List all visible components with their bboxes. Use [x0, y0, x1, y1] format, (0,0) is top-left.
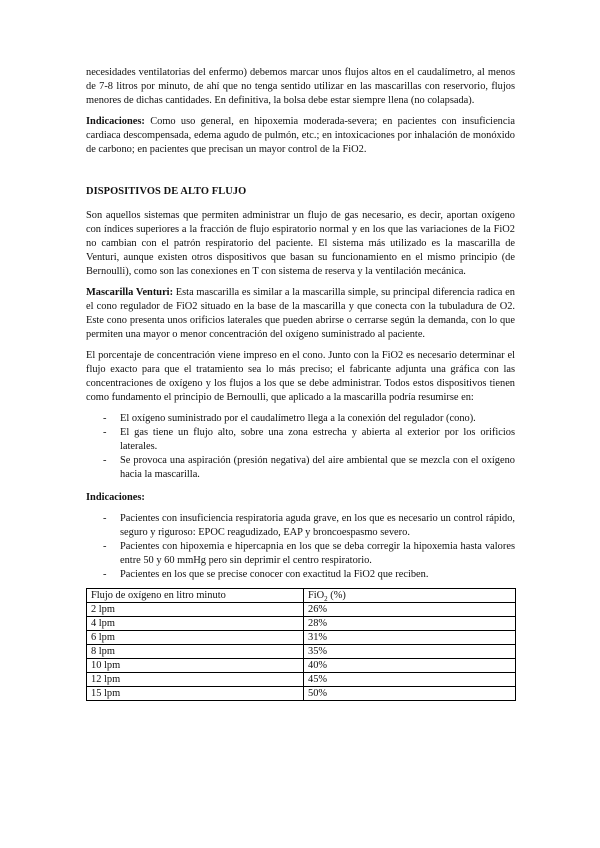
concentration-paragraph: El porcentaje de concentración viene impreso en el cono. Junto con la FiO2 es necesario determinar el flujo exacto para que el tratamiento sea lo más preciso; el fabricante adjunta una gráfica con las concentraciones de oxígeno y los flujos a los que se debe administrar. Todos estos dispositivos tienen como fundamento el principio de Bernoulli, que aplicado a la mascarilla podría resumirse en: — [86, 350, 515, 403]
table-row — [87, 617, 516, 631]
fio2-cell: 50% — [304, 687, 516, 701]
flow-cell: 4 lpm — [87, 617, 304, 631]
flow-cell: 12 lpm — [87, 673, 304, 687]
fio2-cell: 45% — [304, 673, 516, 687]
section-heading: DISPOSITIVOS DE ALTO FLUJO — [86, 186, 247, 197]
high-flow-definition-paragraph: Son aquellos sistemas que permiten administrar un flujo de gas necesario, es decir, aportan oxígeno con índices superiores a la fracción de flujo espiratorio normal y en los que las variaciones de la FiO2 no cambian con el patrón respiratorio del paciente. El sistema más utilizado es la mascarilla de Venturi, aunque existen otros dispositivos que basan su funcionamiento en el mismo principio (de Bernoulli), como son las conexiones en T con sistema de reserva y la ventilación mecánica. — [86, 210, 515, 277]
table-row — [87, 645, 516, 659]
flow-cell: 15 lpm — [87, 687, 304, 701]
dash-bullet: - — [103, 427, 107, 438]
table-row — [87, 673, 516, 687]
dash-bullet: - — [103, 413, 107, 424]
indications-list — [86, 512, 515, 582]
fio2-cell: 40% — [304, 659, 516, 673]
fio2-cell: 26% — [304, 603, 516, 617]
flow-cell: 10 lpm — [87, 659, 304, 673]
list-item: - Pacientes con insuficiencia respiratoria aguda grave, en los que es necesario un control rápido, seguro y riguroso: EPOC reagudizado, EAP y broncoespasmo severo. — [103, 513, 515, 538]
indications-heading: Indicaciones: — [86, 492, 145, 503]
indications-text: Como uso general, en hipoxemia moderada-severa; en pacientes con insuficiencia cardiaca descompensada, edema agudo de pulmón, etc.; en intoxicaciones por inhalación de monóxido de carbono; en pacientes que precisan un mayor control de la FiO2. — [86, 116, 515, 155]
flow-column-header: Flujo de oxígeno en litro minuto — [87, 589, 304, 603]
table-header-row — [87, 589, 516, 603]
intro-paragraph: necesidades ventilatorias del enfermo) debemos marcar unos flujos altos en el caudalímetro, al menos de 7-8 litros por minuto, de ahí que no tenga sentido utilizar en las mascarillas con reservorio, flujos menores de dichas cantidades. En definitiva, la bolsa debe estar siempre llena (no colapsada). — [86, 67, 515, 106]
bernoulli-list — [86, 412, 515, 482]
table-row — [87, 603, 516, 617]
list-item: - El oxígeno suministrado por el caudalímetro llega a la conexión del regulador (cono). — [103, 413, 476, 424]
dash-bullet: - — [103, 569, 107, 580]
indications-label: Indicaciones: — [86, 116, 145, 127]
fio2-cell: 35% — [304, 645, 516, 659]
table-row — [87, 631, 516, 645]
flow-cell: 2 lpm — [87, 603, 304, 617]
list-item: - El gas tiene un flujo alto, sobre una zona estrecha y abierta al exterior por los orificios laterales. — [103, 427, 515, 452]
fio2-cell: 31% — [304, 631, 516, 645]
fio2-column-header: FiO$_2$ (%) — [304, 589, 516, 603]
list-item: - Pacientes con hipoxemia e hipercapnia en los que se deba corregir la hipoxemia hasta valores entre 50 y 60 mmHg pero sin deprimir el centro respiratorio. — [103, 541, 515, 566]
dash-bullet: - — [103, 541, 107, 552]
intro-indications-paragraph — [86, 115, 515, 157]
table-row — [87, 687, 516, 701]
venturi-label: Mascarilla Venturi: — [86, 287, 174, 298]
list-item: - Pacientes en los que se precise conocer con exactitud la FiO2 que reciben. — [103, 569, 429, 580]
fio2-table — [86, 588, 516, 701]
list-item: - Se provoca una aspiración (presión negativa) del aire ambiental que se mezcla con el oxígeno hacia la mascarilla. — [103, 455, 515, 480]
dash-bullet: - — [103, 455, 107, 466]
flow-cell: 6 lpm — [87, 631, 304, 645]
flow-cell: 8 lpm — [87, 645, 304, 659]
fio2-cell: 28% — [304, 617, 516, 631]
dash-bullet: - — [103, 513, 107, 524]
venturi-paragraph — [86, 286, 515, 342]
venturi-text: Esta mascarilla es similar a la mascarilla simple, su principal diferencia radica en el cono regulador de FiO2 situado en la base de la mascarilla y que conecta con la tubuladura de O2. Este cono presenta unos orificios laterales que pueden abrirse o cerrarse según la demanda, con lo que permiten una mayor o menor concentración del oxígeno suministrado al paciente. — [86, 287, 515, 340]
table-row — [87, 659, 516, 673]
